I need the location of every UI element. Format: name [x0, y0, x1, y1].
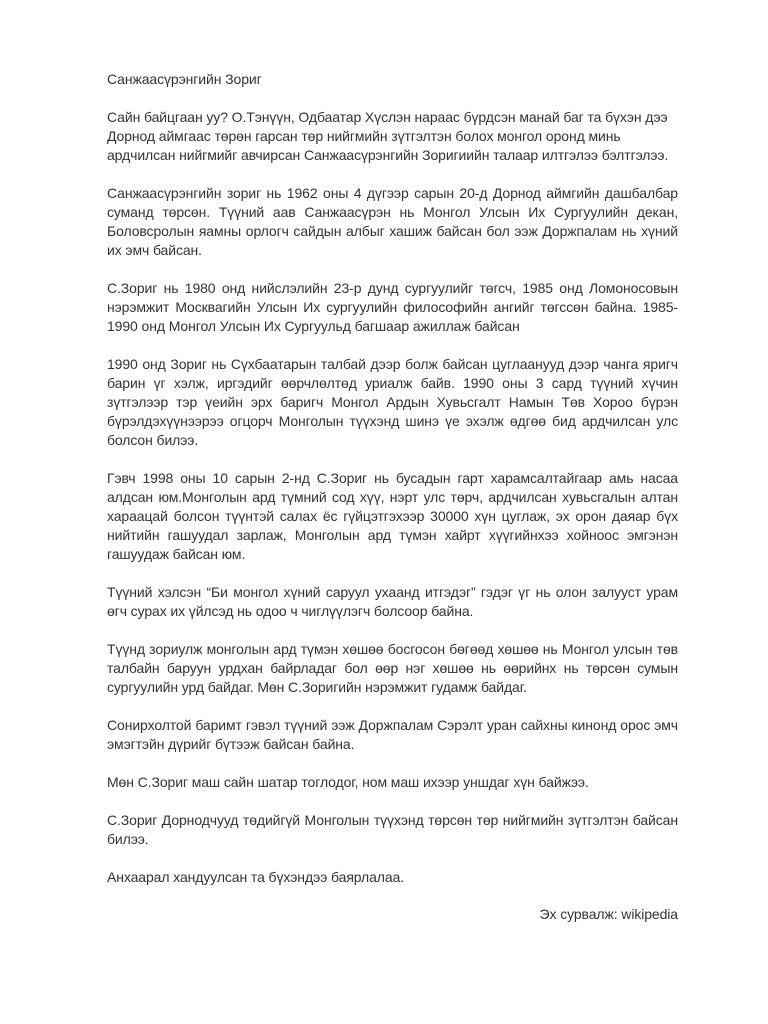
paragraph-legacy: С.Зориг Дорнодчууд төдийгүй Монголын түүхэнд төрсөн төр нийгмийн зүтгэлтэн байсан билээ. [107, 812, 678, 847]
paragraph-birth: Санжаасүрэнгийн зориг нь 1962 оны 4 дүгээр сарын 20-д Дорнод аймгийн дашбалбар суманд төрсөн. Түүний аав Санжаасүрэн нь Монгол Улсын Их Сургуулийн декан, Боловсролын яамны орлогч сайдын албыг хашиж байсан бол ээж Доржпалам нь хүний их эмч байсан. [107, 185, 678, 258]
paragraph-education: С.Зориг нь 1980 онд нийслэлийн 23-р дунд сургуулийг төгсч, 1985 онд Ломоносовын нэрэмжит Москвагийн Улсын Их сургуулийн философийн ангийг төгссөн байна. 1985-1990 онд Монгол Улсын Их Сургуульд багшаар ажиллаж байсан [107, 280, 678, 334]
paragraph-quote: Түүний хэлсэн “Би монгол хүний саруул ухаанд итгэдэг” гэдэг үг нь олон залууст урам өгч сурах их үйлсэд нь одоо ч чиглүүлэгч болсоор байна. [107, 584, 678, 619]
document-body [107, 70, 678, 906]
paragraph-death: Гэвч 1998 оны 10 сарын 2-нд С.Зориг нь бусадын гарт харамсалтайгаар амь насаа алдсан юм.Монголын ард түмний сод хүү, нэрт улс төрч, ардчилсан хувьсгалын алтан хараацай болсон түүнтэй салах ёс гүйцэтгэхээр 30000 хүн цуглаж, эх орон даяар бүх нийтийн гашуудал зарлаж, Монголын ард түмэн хайрт хүүгийнхээ хойноос эмгэнэн гашуудаж байсан юм. [107, 470, 678, 562]
source-citation: Эх сурвалж: wikipedia [539, 906, 678, 922]
paragraph-democracy: 1990 онд Зориг нь Сүхбаатарын талбай дээр болж байсан цуглаанууд дээр чанга яригч барин үг хэлж, иргэдийг өөрчлөлтөд уриалж байв. 1990 оны 3 сард түүний хүчин зүтгэлээр тэр үеийн эрх баригч Монгол Ардын Хувьсгалт Намын Төв Хороо бүрэн бүрэлдэхүүнээрээ огцорч Монголын түүхэнд шинэ үе эхэлж өдгөө бид ардчилсан улс болсон билээ. [107, 356, 678, 448]
paragraph-monuments: Түүнд зориулж монголын ард түмэн хөшөө босгосон бөгөөд хөшөө нь Монгол улсын төв талбайн баруун урдхан байрладаг бол өөр нэг хөшөө нь өөрийнх нь төрсөн сумын сургуулийн урд байдаг. Мөн С.Зоригийн нэрэмжит гудамж байдаг. [107, 641, 678, 695]
paragraph-thanks: Анхаарал хандуулсан та бүхэндээ баярлалаа. [107, 869, 404, 885]
paragraph-chess: Мөн С.Зориг маш сайн шатар тоглодог, ном маш ихээр уншдаг хүн байжээ. [107, 774, 589, 790]
paragraph-intro: Сайн байцгаан уу? О.Тэнүүн, Одбаатар Хүслэн нараас бүрдсэн манай баг та бүхэн дээ Дорнод аймгаас төрөн гарсан төр нийгмийн зүтгэлтэн болох монгол оронд минь ардчилсан нийгмийг авчирсан Санжаасүрэнгийн Зоригиийн талаар илтгэлээ бэлтгэлээ. [107, 109, 669, 163]
paragraph-fact: Сонирхолтой баримт гэвэл түүний ээж Доржпалам Сэрэлт уран сайхны кинонд орос эмч эмэгтэйн дүрийг бүтээж байсан байна. [107, 717, 678, 752]
document-title: Санжаасүрэнгийн Зориг [107, 71, 262, 87]
